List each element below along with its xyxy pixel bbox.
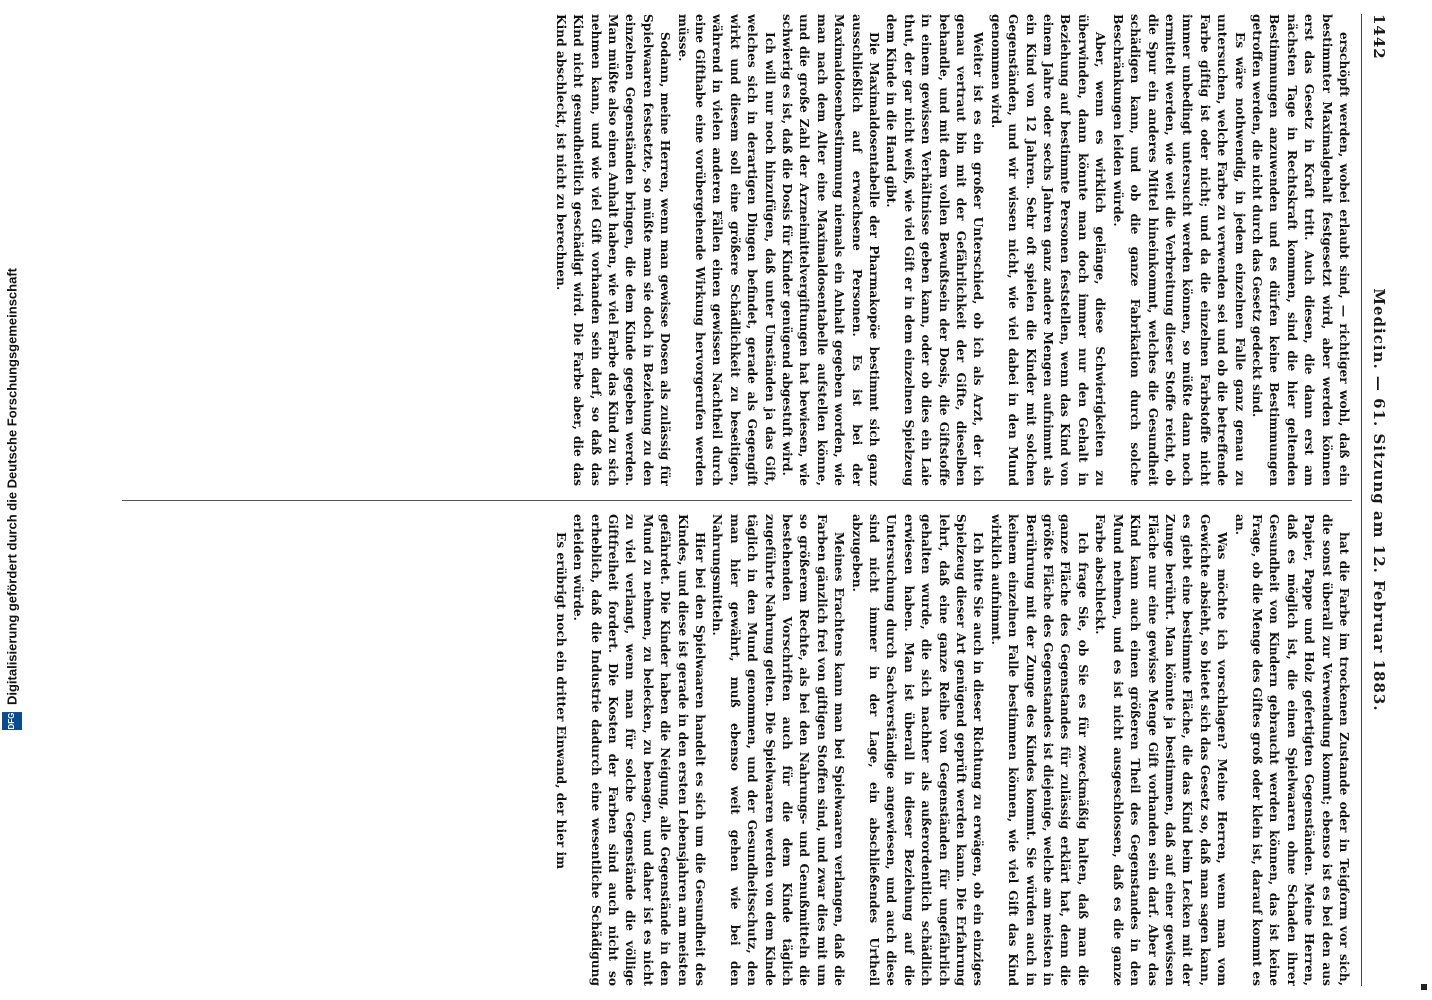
paragraph: Ich frage Sie, ob Sie es für zweckmäßig halten, daß man die ganze Fläche des Gegenstandes für zulässig erklärt hat, denn die größte Fläche des Gegenstandes ist diejenige, welche am meisten in Berührung mit der Zunge des Kindes kommt. Sie würden auch in keinem einzelnen Falle bestimmen können, wie viel Gift das Kind wirklich aufnimmt.	[988, 514, 1090, 986]
paragraph: Sodann, meine Herren, wenn man gewisse Dosen als zulässig für Spielwaaren festsetzte, so müßte man sie doch in Beziehung zu den einzelnen Gegenständen bringen, die dem Kinde gegeben werden. Man müßte also einen Anhalt haben, wie viel Farbe das Kind zu sich nehmen kann, und wie viel Gift vorhanden sein darf, so daß das Kind nicht gesundheitlich geschädigt wird. Die Farbe aber, die das Kind abschleckt, ist nicht zu berechnen.	[553, 14, 673, 486]
paragraph: Meines Erachtens kann man bei Spielwaaren verlangen, daß die Farben gänzlich frei von giftigen Stoffen sind, und zwar dies mit um so größerem Rechte, als bei den Nahrungs- und Genußmitteln die bestehenden Vorschriften auch für die dem Kinde täglich zugeführte Nahrung gelten. Die Spielwaaren werden von dem Kinde täglich in den Mund genommen, und der Gesundheitsschutz, den man hier gewährt, muß ebenso weit gehen wie bei den Nahrungsmitteln.	[710, 514, 847, 986]
running-head	[1361, 14, 1396, 986]
scan-speck	[1421, 984, 1427, 990]
digitization-credit	[0, 0, 24, 1000]
column-left	[122, 14, 1352, 486]
page-number: 1442	[1370, 14, 1388, 60]
paragraph: Ich bitte Sie auch in dieser Richtung zu erwägen, ob ein einziges Spielzeug dieser Art genügend geprüft werden kann. Die Erfahrung lehrt, daß eine ganze Reihe von Gegenständen für ungefährlich gehalten wurde, die sich nachher als außerordentlich schädlich erwiesen haben. Man ist überall in dieser Beziehung auf die Untersuchung durch Sachverständige angewiesen, und auch diese sind nicht immer in der Lage, ein abschließendes Urtheil abzugeben.	[849, 514, 986, 986]
credit-text: Digitalisierung gefördert durch die Deutsche Forschungsgemeinschaft	[4, 268, 20, 706]
paragraph: Ich will nur noch hinzufügen, daß unter Umständen ja das Gift, welches sich in derartigen Dingen befindet, gerade als Gegengift wirkt und diesem soll eine größere Schädlichkeit zu beseitigen, während in vielen anderen Fällen einen gewissen Nachtheil durch eine Gifthabe eine vorübergehende Wirkung hervorgerufen werden müsse.	[675, 14, 777, 486]
paragraph: Es wäre nothwendig, in jedem einzelnen Falle ganz genau zu untersuchen, welche Farbe zu verwenden sei und ob die betreffende Farbe giftig ist oder nicht; und da die einzelnen Farbstoffe nicht immer unbedingt untersucht werden können, so müßte dann noch ermittelt werden, wie weit die Verbreitung dieser Stoffe reicht, ob die Spur ein anderes Mittel hineinkommt, welches die Gesundheit schädigen kann, und ob die ganze Fabrikation durch solche Beschränkungen leiden würde.	[1110, 14, 1247, 486]
scanned-page	[100, 0, 1410, 1000]
column-right	[122, 514, 1352, 986]
paragraph: Es erübrigt noch ein dritter Einwand, der hier im	[553, 532, 568, 870]
paragraph: Hier bei den Spielwaaren handelt es sich um die Gesundheit des Kindes, und diese ist gerade in den ersten Lebensjahren am meisten gefährdet. Die Kinder haben die Neigung, alle Gegenstände in den Mund zu nehmen, zu belecken, zu benagen, und daher ist es nicht zu viel verlangt, wenn man für solche Gegenstände die völlige Giftfreiheit fordert. Die Kosten der Farben sind auch nicht so erheblich, daß die Industrie dadurch eine wesentliche Schädigung erleiden würde.	[571, 514, 707, 986]
dfg-logo: DFG	[2, 713, 22, 731]
paragraph: Aber, wenn es wirklich gelänge, diese Schwierigkeiten zu überwinden, dann könnte man doch immer nur den Gehalt in Beziehung auf bestimmte Personen feststellen, wenn das Kind von einem Jahre oder sechs Jahren ganz andere Mengen aufnimmt als ein Kind von 12 Jahren. Sehr oft spielen die Kinder mit solchen Gegenständen, und wir wissen nicht, wie viel dabei in den Mund genommen wird.	[988, 14, 1108, 486]
paragraph: Was möchte ich vorschlagen? Meine Herren, wenn man vom Gewichte absieht, so bietet sich das Gesetz so, daß man sagen kann, es giebt eine bestimmte Fläche, die das Kind beim Lecken mit der Zunge berührt. Man könnte ja bestimmen, daß auf einer gewissen Fläche nur eine gewisse Menge Gift vorhanden sein darf. Aber das Kind kann auch einen größeren Theil des Gegenstandes in den Mund nehmen, und es ist nicht ausgeschlossen, daß es die ganze Farbe abschleckt.	[1093, 514, 1230, 986]
text-columns	[122, 14, 1352, 986]
paragraph: Weiter ist es ein großer Unterschied, ob ich als Arzt, der ich genau vertraut bin mit der Gefährlichkeit der Gifte, dieselben behandle, und mit dem vollen Bewußtsein der Dosis, die Giftstoffe in einem gewissen Verhältnisse geben kann, oder ob dies ein Laie thut, der gar nicht weiß, wie viel Gift er in dem einzelnen Spielzeug dem Kinde in die Hand gibt.	[884, 14, 986, 486]
paragraph: Die Maximaldosentabelle der Pharmakopöe bestimmt sich ganz ausschließlich auf erwachsene Personen. Es ist bei der Maximaldosenbestimmung niemals ein Anhalt gegeben worden, wie man nach dem Alter eine Maximaldosentabelle aufstellen könne, und die große Zahl der Arzneimittelvergiftungen hat bewiesen, wie schwierig es ist, daß die Dosis für Kinder genügend abgestuft wird.	[780, 14, 882, 486]
paragraph: hat die Farbe im trockenen Zustande oder in Teigform vor sich, die sonst überall zur Verwendung kommt; ebenso ist es bei den aus Papier, Pappe und Holz gefertigten Gegenständen. Meine Herren, daß es möglich ist, die einen Spielwaaren ohne Schaden ihrer Gesundheit von Kindern gebraucht werden können, das ist keine Frage, ob die Menge des Giftes groß oder klein ist, darauf kommt es an.	[1232, 514, 1351, 986]
running-head-title: Medicin. — 61. Sitzung am 12. Februar 1883.	[1370, 288, 1388, 712]
column-divider	[122, 500, 1352, 501]
paragraph: erschöpft werden, wobei erlaubt sind, — richtiger wohl, daß ein bestimmter Maximalgehalt festgesetzt wird, aber werden können erst das Gesetz in Kraft tritt. Auch diesen, die dann erst am nächsten Tage in Rechtskraft kommen, sind die hier geltenden Bestimmungen anzuwenden und es dürfen keine Bestimmungen getroffen werden, die nicht durch das Gesetz gedeckt sind.	[1249, 14, 1351, 486]
